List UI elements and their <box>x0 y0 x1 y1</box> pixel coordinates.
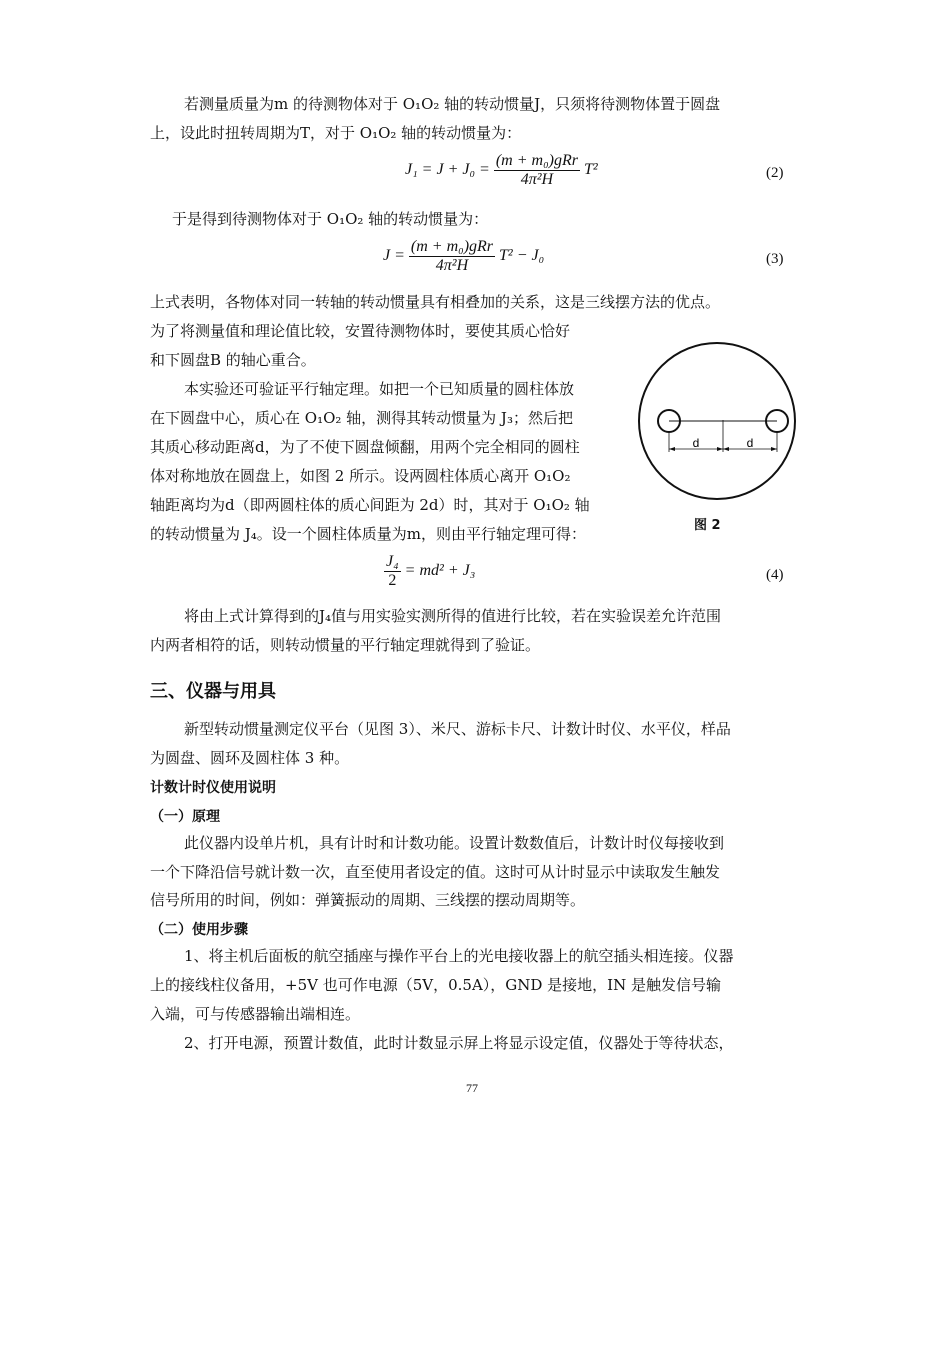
body-line: 2、打开电源，预置计数值，此时计数显示屏上将显示设定值，仪器处于等待状态， <box>184 1034 734 1052</box>
equation-2: J₁ = J + J₀ = $\frac{\text{(m + m₀)gRr}}{\text{4π²H}}$ T² <box>405 152 598 188</box>
body-line: 上式表明，各物体对同一转轴的转动惯量具有相叠加的关系，这是三线摆方法的优点。 <box>150 293 721 311</box>
body-line: 1、将主机后面板的航空插座与操作平台上的光电接收器上的航空插头相连接。仪器 <box>184 947 734 965</box>
subsection-heading: （一）原理 <box>150 809 220 825</box>
body-line: 信号所用的时间，例如：弹簧振动的周期、三线摆的摆动周期等。 <box>150 891 586 909</box>
body-line: 上，设此时扭转周期为T，对于 O₁O₂ 轴的转动惯量为： <box>150 124 522 142</box>
dimension-label-left: d <box>692 436 700 450</box>
figure-2-diagram <box>636 340 798 502</box>
figure-caption: 图 2 <box>694 518 721 533</box>
body-line: 于是得到待测物体对于 O₁O₂ 轴的转动惯量为： <box>172 210 489 228</box>
page-number: 77 <box>466 1081 478 1095</box>
body-line: 本实验还可验证平行轴定理。如把一个已知质量的圆柱体放 <box>184 380 575 398</box>
dimension-label-right: d <box>746 436 754 450</box>
body-line: 上的接线柱仪备用，+5V 也可作电源（5V，0.5A），GND 是接地，IN 是触发信号输 <box>150 976 721 994</box>
equation-3: J = $\frac{\text{(m + m₀)gRr}}{\text{4π²H}}$ T² − J₀ <box>383 238 545 274</box>
body-line: 若测量质量为m 的待测物体对于 O₁O₂ 轴的转动惯量J，只须将待测物体置于圆盘 <box>184 95 721 113</box>
section-heading: 三、仪器与用具 <box>150 681 276 702</box>
body-line: 的转动惯量为 J₄。设一个圆柱体质量为m，则由平行轴定理可得： <box>150 525 587 543</box>
body-line: 其质心移动距离d，为了不使下圆盘倾翻，用两个完全相同的圆柱 <box>150 438 580 456</box>
body-line: 入端，可与传感器输出端相连。 <box>150 1005 361 1023</box>
subsection-heading: （二）使用步骤 <box>150 922 248 938</box>
body-line: 在下圆盘中心，质心在 O₁O₂ 轴，测得其转动惯量为 J₃；然后把 <box>150 409 573 427</box>
body-line: 为圆盘、圆环及圆柱体 3 种。 <box>150 749 350 767</box>
equation-number: (3) <box>766 251 784 267</box>
body-line: 将由上式计算得到的J₄值与用实验实测所得的值进行比较，若在实验误差允许范围 <box>184 607 722 625</box>
body-line: 新型转动惯量测定仪平台（见图 3）、米尺、游标卡尺、计数计时仪、水平仪，样品 <box>184 720 731 738</box>
body-line: 为了将测量值和理论值比较，安置待测物体时，要使其质心恰好 <box>150 322 571 340</box>
body-line: 此仪器内设单片机，具有计时和计数功能。设置计数数值后，计数计时仪每接收到 <box>184 834 725 852</box>
body-line: 轴距离均为d（即两圆柱体的质心间距为 2d）时，其对于 O₁O₂ 轴 <box>150 496 590 514</box>
body-line: 内两者相符的话，则转动惯量的平行轴定理就得到了验证。 <box>150 636 541 654</box>
equation-number: (2) <box>766 165 784 181</box>
body-line: 一个下降沿信号就计数一次，直至使用者设定的值。这时可从计时显示中读取发生触发 <box>150 863 721 881</box>
equation-4: $\frac{\text{J₄}}{2}$ = md² + J₃ <box>386 553 476 589</box>
body-line: 体对称地放在圆盘上，如图 2 所示。设两圆柱体质心离开 O₁O₂ <box>150 467 571 485</box>
subsection-heading: 计数计时仪使用说明 <box>150 780 276 796</box>
body-line: 和下圆盘B 的轴心重合。 <box>150 351 316 369</box>
equation-number: (4) <box>766 567 784 583</box>
